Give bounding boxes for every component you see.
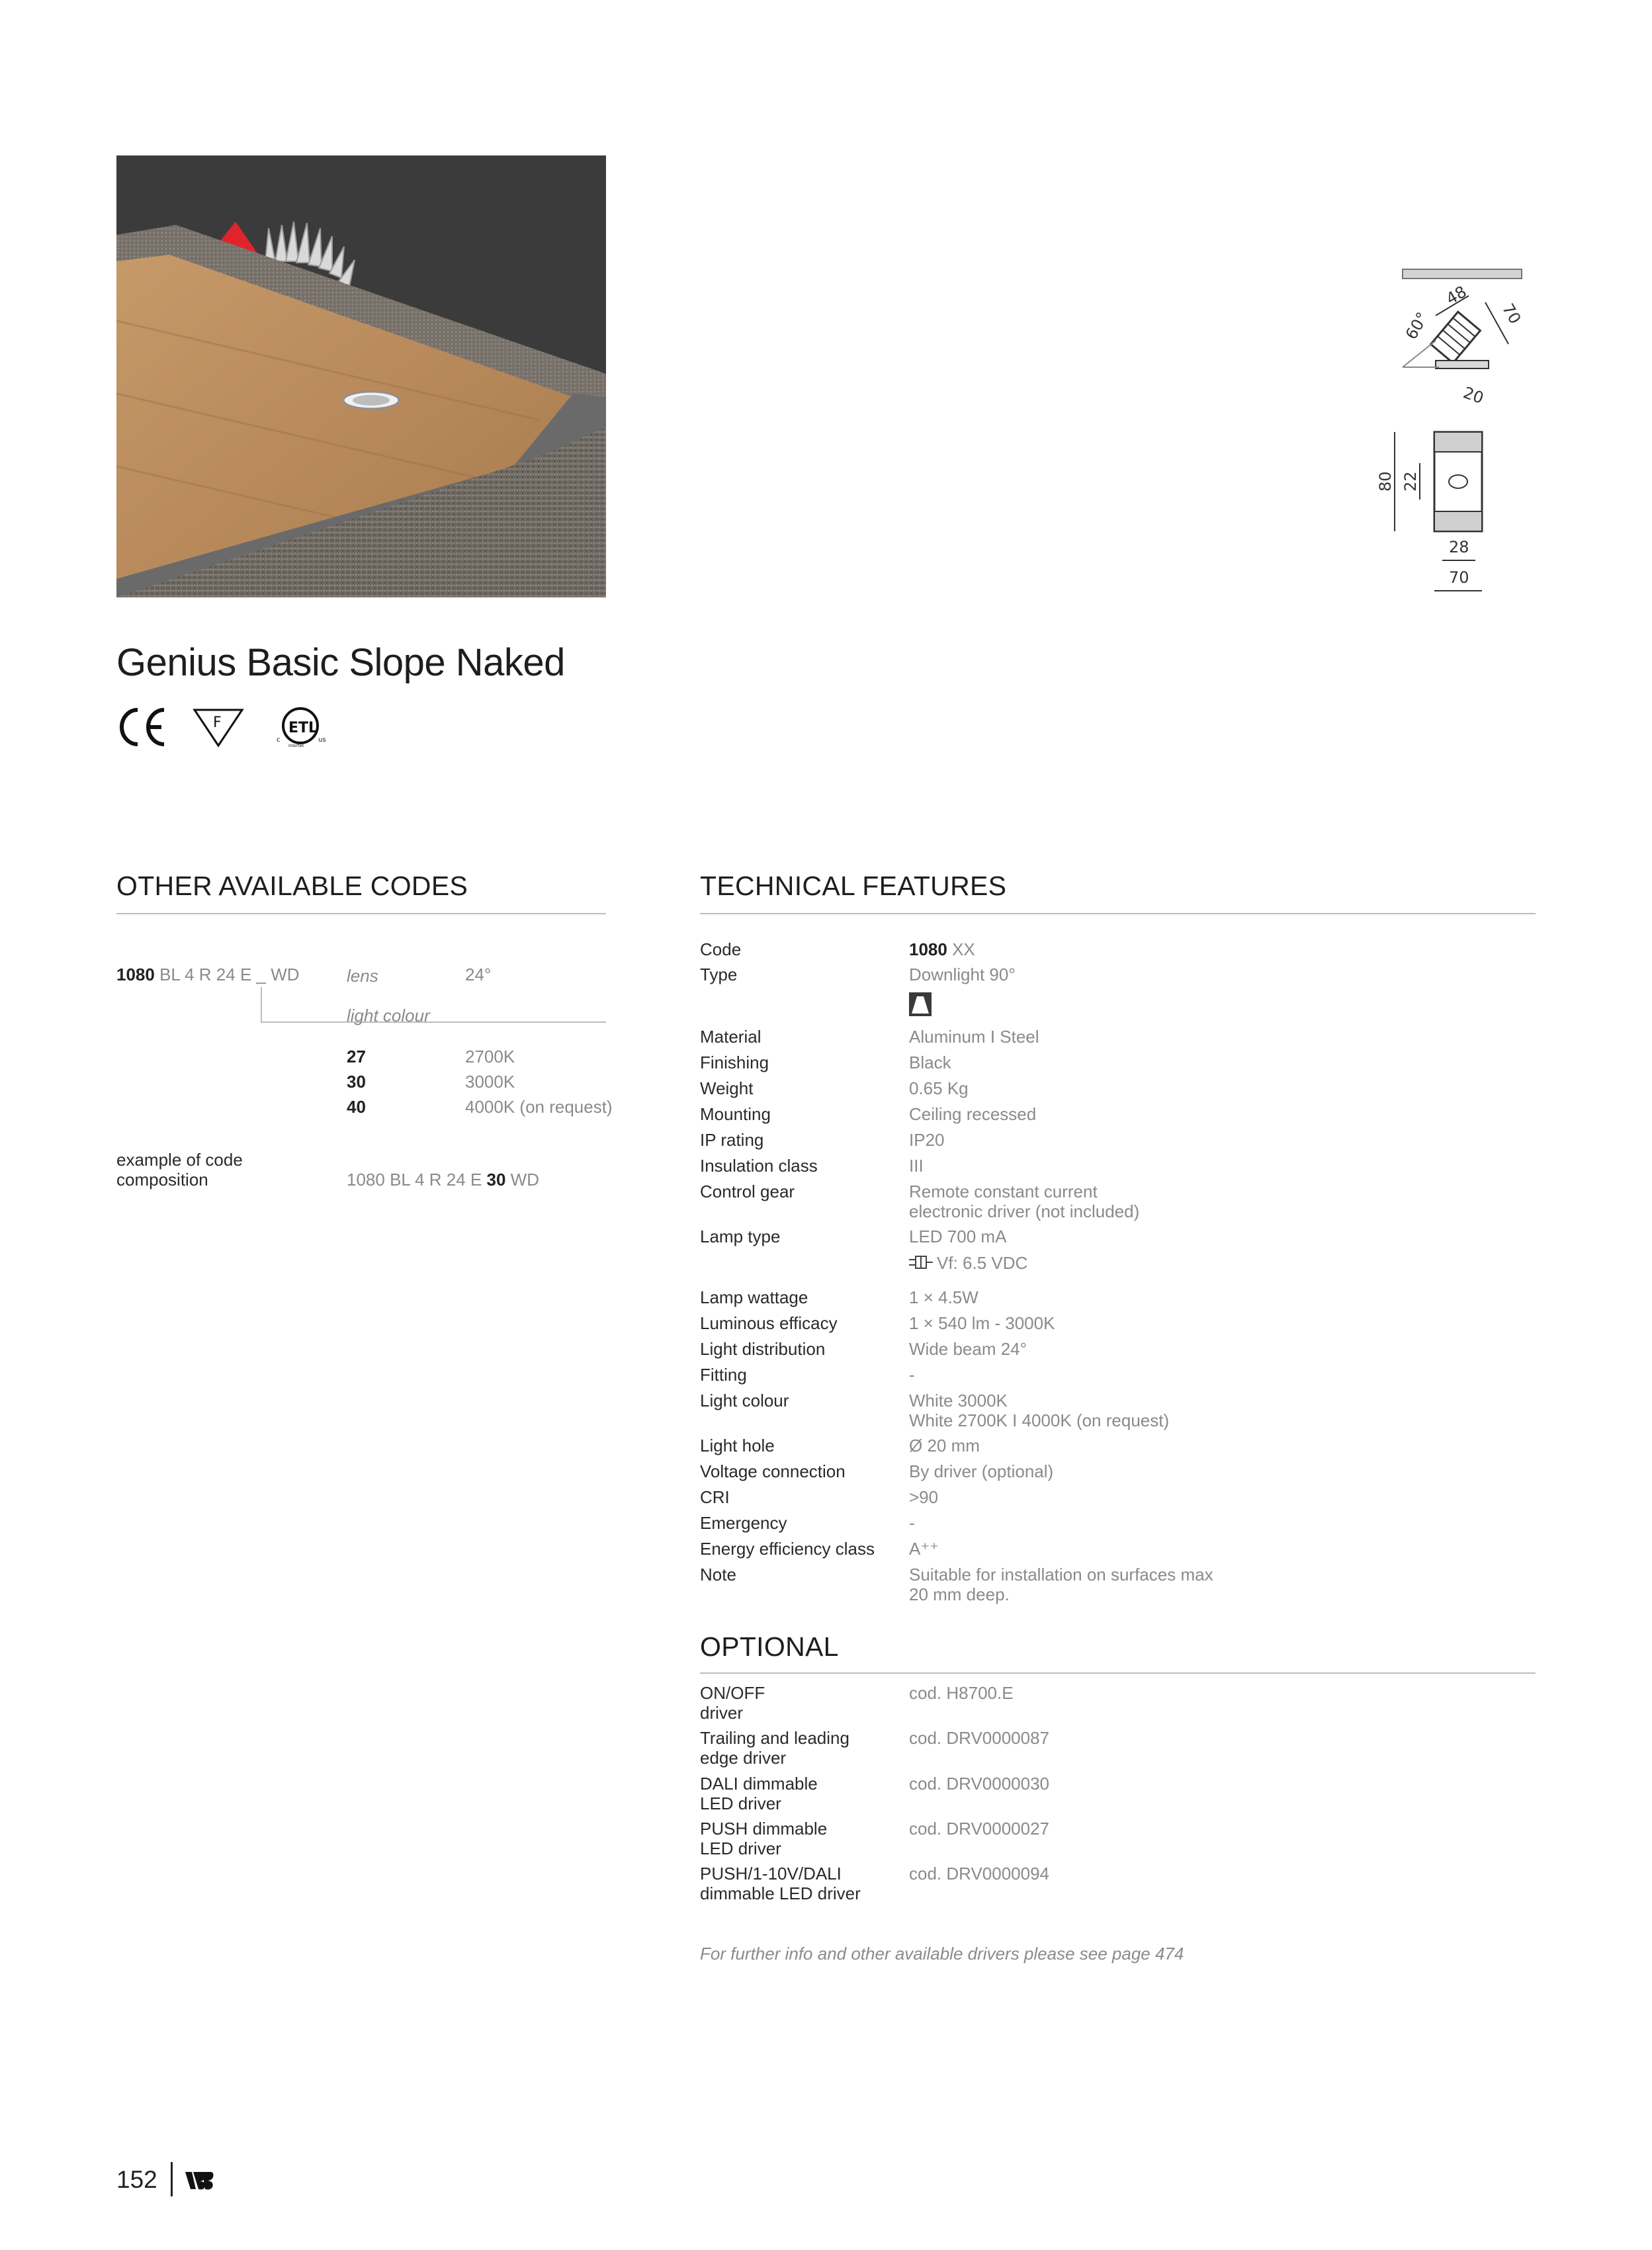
etl-listed-icon — [277, 709, 326, 748]
example-label-line1: example of code — [116, 1150, 243, 1170]
svg-text:c: c — [277, 736, 281, 744]
dim-60deg: 60° — [1401, 309, 1432, 343]
other-codes-title: OTHER AVAILABLE CODES — [116, 871, 468, 901]
front-view — [1434, 432, 1482, 531]
lens-value: 24° — [465, 965, 492, 984]
code-pattern: 1080 BL 4 R 24 E _ WD — [116, 965, 300, 984]
dim-80: 80 — [1376, 471, 1395, 492]
colour-code: 30 — [347, 1072, 366, 1092]
example-code: 1080 BL 4 R 24 E 30 WD — [347, 1170, 539, 1190]
svg-text:Intertek: Intertek — [288, 744, 304, 748]
example-label-line2: composition — [116, 1170, 208, 1190]
brand-logo-icon — [184, 2169, 214, 2192]
certification-marks — [116, 705, 355, 751]
lamp-vf: Vf: 6.5 VDC — [937, 1253, 1028, 1273]
dim-28: 28 — [1449, 538, 1469, 556]
ce-mark-icon — [122, 710, 164, 744]
f-triangle-icon — [195, 710, 242, 746]
driver-plug-icon — [909, 1254, 935, 1271]
technical-rule — [700, 913, 1536, 914]
code-connector-horizontal — [261, 1021, 606, 1023]
ceiling-slab — [1403, 269, 1522, 279]
downlight-type-icon — [909, 992, 932, 1016]
dim-70-side: 70 — [1498, 300, 1525, 327]
technical-title: TECHNICAL FEATURES — [700, 871, 1007, 901]
product-photo-illustration — [116, 155, 606, 597]
code-connector-vertical — [261, 987, 262, 1021]
product-title: Genius Basic Slope Naked — [116, 641, 565, 684]
light-colour-label: light colour — [347, 1006, 430, 1025]
colour-value: 4000K (on request) — [465, 1097, 613, 1117]
colour-code: 27 — [347, 1047, 366, 1066]
dim-70-front: 70 — [1449, 568, 1469, 587]
optional-title: OPTIONAL — [700, 1631, 839, 1662]
lens-label: lens — [347, 966, 378, 986]
optional-rule — [700, 1672, 1536, 1674]
dim-20: 20 — [1460, 383, 1487, 408]
svg-text:ETL: ETL — [288, 720, 318, 736]
other-codes-rule — [116, 913, 606, 914]
colour-code: 40 — [347, 1097, 366, 1117]
optional-note: For further info and other available drivers please see page 474 — [700, 1944, 1184, 1964]
page-number: 152 — [116, 2166, 157, 2193]
svg-text:us: us — [318, 736, 326, 744]
product-photo — [116, 155, 606, 597]
dim-22: 22 — [1401, 471, 1420, 492]
side-view — [1431, 312, 1481, 363]
dim-48: 48 — [1443, 282, 1470, 309]
dimension-drawing — [1376, 261, 1548, 605]
svg-text:F: F — [213, 714, 222, 731]
colour-value: 3000K — [465, 1072, 515, 1092]
footer-divider — [171, 2162, 173, 2196]
colour-value: 2700K — [465, 1047, 515, 1066]
